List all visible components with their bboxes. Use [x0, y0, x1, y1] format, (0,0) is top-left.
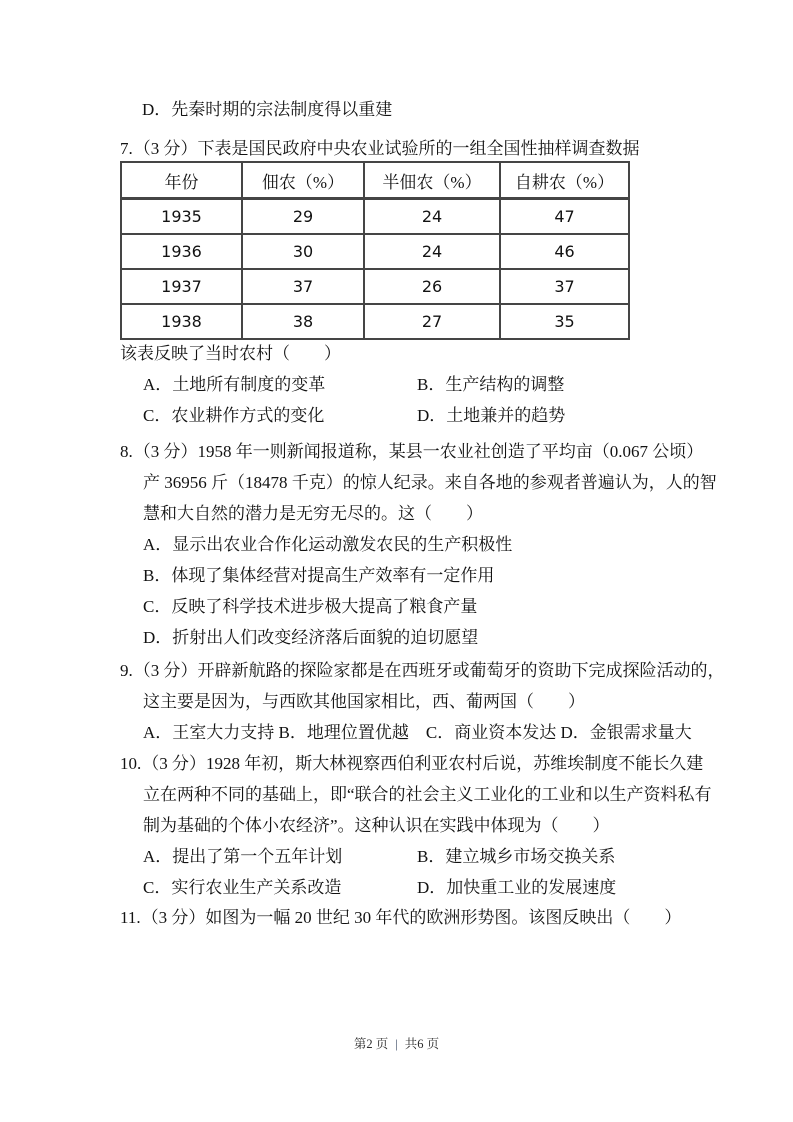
- table-cell: 27: [364, 304, 500, 339]
- table-cell: 35: [500, 304, 629, 339]
- table-cell: 38: [242, 304, 364, 339]
- question-8-stem-line-2: 产 36956 斤（18478 千克）的惊人纪录。来自各地的参观者普遍认为，人的智: [143, 473, 717, 492]
- question-10-option-d: D．加快重工业的发展速度: [417, 878, 617, 897]
- question-7-option-a: A．土地所有制度的变革: [143, 375, 326, 394]
- question-10-options-row-2: [120, 872, 680, 903]
- table-cell: 24: [364, 199, 500, 235]
- footer-page-number: 第2 页: [353, 1037, 389, 1051]
- survey-table: [120, 161, 630, 340]
- question-7-option-b: B．生产结构的调整: [417, 375, 565, 394]
- table-header-semi-tenant: 半佃农（%）: [364, 162, 500, 199]
- question-8-option-d: D．折射出人们改变经济落后面貌的迫切愿望: [143, 628, 479, 647]
- question-8-option-a: A．显示出农业合作化运动激发农民的生产积极性: [143, 535, 513, 554]
- table-cell: 30: [242, 234, 364, 269]
- page-footer: [0, 1034, 793, 1052]
- table-header-year: 年份: [121, 162, 242, 199]
- table-cell: 1936: [121, 234, 242, 269]
- table-row: [121, 269, 629, 304]
- table-cell: 1937: [121, 269, 242, 304]
- question-11-block: [120, 902, 680, 933]
- question-9-options-row: A．王室大力支持 B．地理位置优越 C．商业资本发达 D．金银需求量大: [143, 723, 692, 742]
- table-row: [121, 199, 629, 235]
- table-cell: 29: [242, 199, 364, 235]
- question-6-option-d: D．先秦时期的宗法制度得以重建: [142, 100, 393, 119]
- question-10-stem-line-2: 立在两种不同的基础上，即“联合的社会主义工业化的工业和以生产资料私有: [143, 785, 712, 804]
- question-10-options-row-1: [120, 841, 680, 872]
- question-7-prompt: 该表反映了当时农村（ ）: [120, 344, 341, 363]
- question-7-stem-block: [120, 133, 680, 164]
- table-row: [121, 304, 629, 339]
- question-7-option-c: C．农业耕作方式的变化: [143, 406, 325, 425]
- table-cell: 37: [242, 269, 364, 304]
- table-cell: 1938: [121, 304, 242, 339]
- question-11-number: 11.: [120, 908, 141, 927]
- question-9-stem-line-1: [120, 655, 725, 686]
- question-10-option-b: B．建立城乡市场交换关系: [417, 847, 616, 866]
- question-8-stem-line-3: 慧和大自然的潜力是无穷无尽的。这（ ）: [143, 504, 483, 523]
- question-10-stem-text-1: （3 分）1928 年初，斯大林视察西伯利亚农村后说，苏维埃制度不能长久建: [142, 754, 704, 773]
- question-7-stem: [120, 133, 680, 164]
- table-header-owner: 自耕农（%）: [500, 162, 629, 199]
- question-10-stem-line-1: [120, 748, 704, 779]
- table-cell: 24: [364, 234, 500, 269]
- question-7-options-block: [120, 338, 680, 431]
- question-8-option-b: B．体现了集体经营对提高生产效率有一定作用: [143, 566, 495, 585]
- footer-total-pages: 共6 页: [404, 1037, 440, 1051]
- question-10-option-c: C．实行农业生产关系改造: [143, 878, 342, 897]
- question-7-options-row-1: [120, 369, 680, 400]
- question-8-option-c: C．反映了科学技术进步极大提高了粮食产量: [143, 597, 478, 616]
- question-9-block: [120, 655, 725, 748]
- question-11-stem: [120, 902, 680, 933]
- table-cell: 1935: [121, 199, 242, 235]
- question-7-option-d: D．土地兼并的趋势: [417, 406, 566, 425]
- question-7-options-row-2: [120, 400, 680, 431]
- table-cell: 47: [500, 199, 629, 235]
- question-8-number: 8.: [120, 442, 133, 461]
- question-11-stem-text: （3 分）如图为一幅 20 世纪 30 年代的欧洲形势图。该图反映出（ ）: [141, 908, 682, 927]
- table-cell: 26: [364, 269, 500, 304]
- question-10-option-a: A．提出了第一个五年计划: [143, 847, 343, 866]
- question-7-number: 7.: [120, 139, 133, 158]
- footer-separator: |: [395, 1037, 398, 1051]
- question-10-stem-line-3: 制为基础的个体小农经济”。这种认识在实践中体现为（ ）: [143, 816, 610, 835]
- table-header-tenant: 佃农（%）: [242, 162, 364, 199]
- question-10-number: 10.: [120, 754, 142, 773]
- question-6-option-d-block: [120, 94, 680, 125]
- table-cell: 46: [500, 234, 629, 269]
- question-9-stem-line-2: 这主要是因为，与西欧其他国家相比，西、葡两国（ ）: [143, 692, 585, 711]
- question-9-stem-text-1: （3 分）开辟新航路的探险家都是在西班牙或葡萄牙的资助下完成探险活动的，: [133, 661, 725, 680]
- question-8-stem-line-1: [120, 436, 704, 467]
- table-header-row: [121, 162, 629, 199]
- table-row: [121, 234, 629, 269]
- question-7-stem-text: （3 分）下表是国民政府中央农业试验所的一组全国性抽样调查数据: [133, 139, 640, 158]
- question-9-number: 9.: [120, 661, 133, 680]
- question-10-block: [120, 748, 712, 903]
- table-cell: 37: [500, 269, 629, 304]
- question-8-stem-text-1: （3 分）1958 年一则新闻报道称，某县一农业社创造了平均亩（0.067 公顷）: [133, 442, 704, 461]
- question-8-block: [120, 436, 717, 653]
